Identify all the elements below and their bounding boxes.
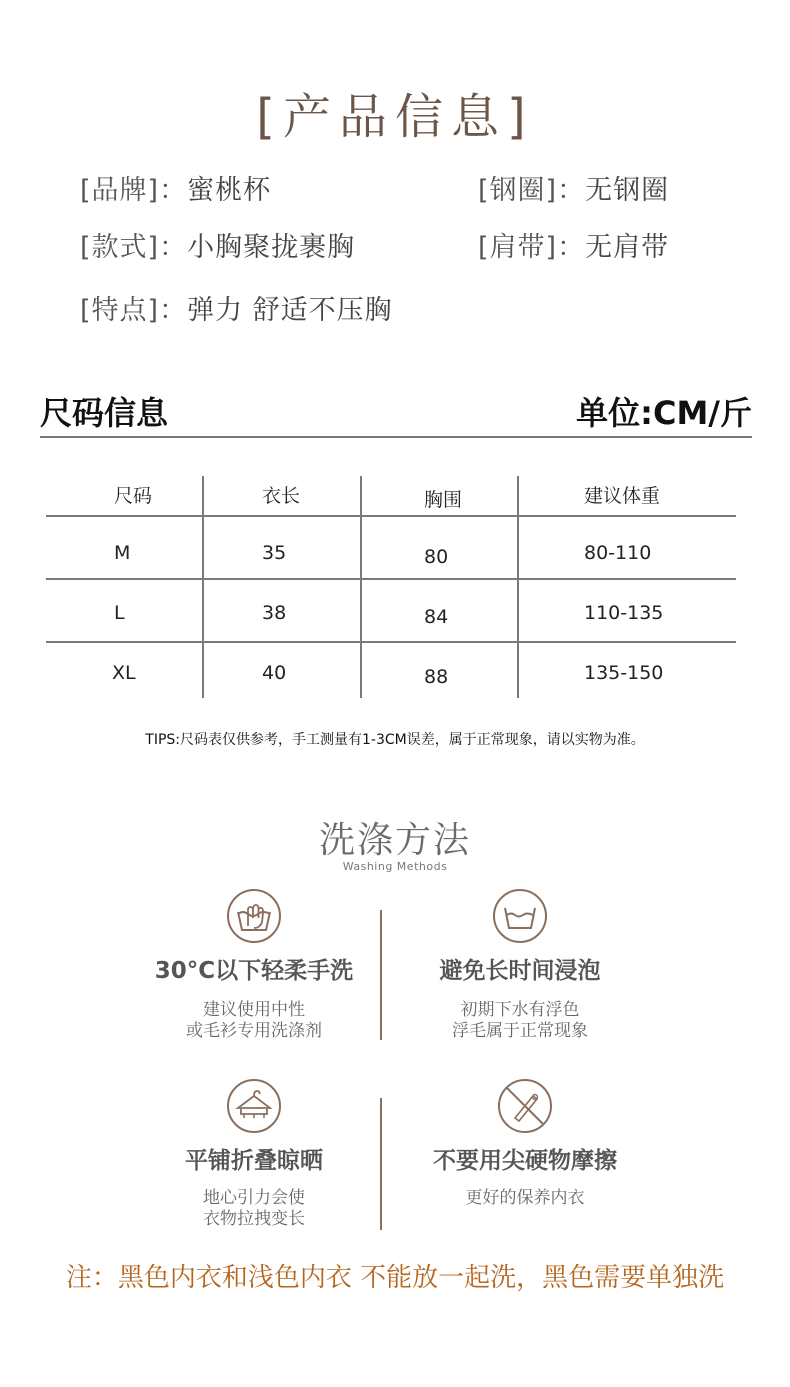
brand-row	[80, 168, 271, 207]
table-cell: 38	[262, 602, 287, 624]
style-label: [款式]：	[80, 232, 188, 263]
feature-label: [特点]：	[80, 295, 188, 326]
style-value: 小胸聚拢裹胸	[187, 232, 356, 263]
table-cell: L	[114, 602, 125, 624]
table-cell: 110-135	[584, 602, 664, 624]
feature-value: 弹力 舒适不压胸	[187, 295, 393, 326]
care-heading: 避免长时间浸泡	[439, 958, 601, 984]
care-description: 或毛衫专用洗涤剂	[186, 1021, 322, 1041]
care-heading: 不要用尖硬物摩擦	[433, 1148, 617, 1174]
washing-subtitle: Washing Methods	[342, 860, 448, 873]
feature-row	[80, 288, 393, 327]
brand-value: 蜜桃杯	[187, 175, 272, 206]
table-column-divider	[360, 476, 362, 698]
product-info-title: [产品信息]	[256, 89, 534, 145]
size-unit: 单位:CM/斤	[576, 394, 752, 432]
table-rule	[46, 578, 736, 580]
table-cell: 135-150	[584, 662, 664, 684]
strap-label: [肩带]：	[478, 232, 586, 263]
care-description: 地心引力会使	[203, 1188, 305, 1208]
washing-note: 注：黑色内衣和浅色内衣 不能放一起洗，黑色需要单独洗	[65, 1263, 725, 1293]
table-rule	[46, 641, 736, 643]
table-cell: 80-110	[584, 542, 652, 564]
table-cell: 80	[424, 546, 449, 568]
size-info-title: 尺码信息	[40, 394, 169, 432]
size-header-rule	[40, 436, 752, 438]
style-row	[80, 225, 355, 264]
strap-row	[478, 225, 669, 264]
flat-dry-icon	[226, 1078, 282, 1134]
table-cell: M	[114, 542, 131, 564]
soak-basin-icon	[492, 888, 548, 944]
size-table	[46, 470, 736, 700]
underwire-row	[478, 168, 669, 207]
table-cell: 40	[262, 662, 287, 684]
care-heading: 平铺折叠晾晒	[185, 1148, 323, 1174]
header-length: 衣长	[262, 485, 301, 507]
table-cell: 35	[262, 542, 287, 564]
table-cell: 84	[424, 606, 449, 628]
table-rule	[46, 515, 736, 517]
header-bust: 胸围	[424, 489, 463, 511]
table-column-divider	[202, 476, 204, 698]
size-tips: TIPS:尺码表仅供参考，手工测量有1-3CM误差，属于正常现象，请以实物为准。	[145, 732, 645, 748]
brand-label: [品牌]：	[80, 175, 188, 206]
care-description: 更好的保养内衣	[465, 1188, 585, 1208]
care-description: 衣物拉拽变长	[203, 1209, 305, 1229]
table-column-divider	[517, 476, 519, 698]
no-sharp-objects-icon	[497, 1078, 553, 1134]
header-weight: 建议体重	[584, 485, 661, 507]
care-heading: 30°C以下轻柔手洗	[154, 958, 354, 984]
hand-wash-icon	[226, 888, 282, 944]
care-description: 初期下水有浮色	[460, 1000, 580, 1020]
underwire-value: 无钢圈	[585, 175, 670, 206]
header-size: 尺码	[114, 485, 153, 507]
strap-value: 无肩带	[585, 232, 670, 263]
table-cell: XL	[112, 662, 136, 684]
care-description: 浮毛属于正常现象	[452, 1021, 588, 1041]
washing-title: 洗涤方法	[318, 820, 471, 861]
care-description: 建议使用中性	[203, 1000, 305, 1020]
underwire-label: [钢圈]：	[478, 175, 586, 206]
table-cell: 88	[424, 666, 449, 688]
